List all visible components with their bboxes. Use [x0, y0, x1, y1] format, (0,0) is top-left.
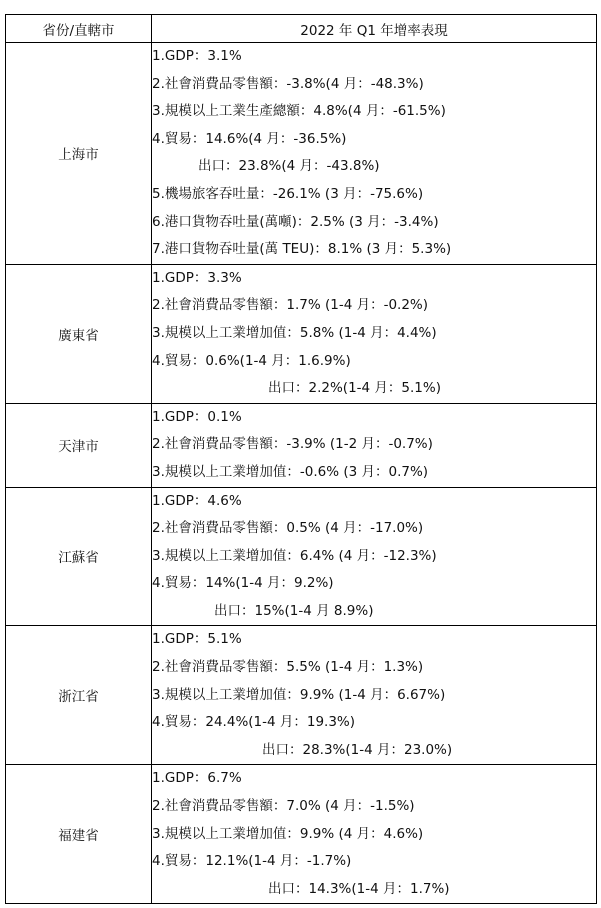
indicators-cell — [152, 43, 597, 265]
indicator-line: 5.機場旅客吞吐量：-26.1% (3 月：-75.6%) — [152, 185, 424, 202]
indicator-line: 1.GDP：3.1% — [152, 48, 242, 64]
indicator-line: 4.貿易：14%(1-4 月：9.2%) — [152, 575, 334, 592]
indicator-line: 2.社會消費品零售額：-3.9% (1-2 月：-0.7%) — [152, 436, 433, 453]
table-row — [6, 765, 597, 904]
indicator-line: 2.社會消費品零售額：0.5% (4 月：-17.0%) — [152, 520, 424, 537]
table-row — [6, 626, 597, 765]
indicators-cell — [152, 264, 597, 403]
province-cell: 上海市 — [6, 43, 152, 265]
table-body — [6, 43, 597, 904]
province-cell: 廣東省 — [6, 264, 152, 403]
province-cell: 浙江省 — [6, 626, 152, 765]
indicator-line: 1.GDP：3.3% — [152, 269, 242, 286]
province-cell: 福建省 — [6, 765, 152, 904]
indicator-line: 3.規模以上工業增加值：6.4% (4 月：-12.3%) — [152, 547, 437, 564]
indicator-line: 4.貿易：12.1%(1-4 月：-1.7%) — [152, 853, 352, 870]
growth-rate-table — [5, 14, 597, 904]
indicator-line: 3.規模以上工業增加值：9.9% (1-4 月：6.67%) — [152, 686, 446, 703]
indicators-cell — [152, 626, 597, 765]
table-row — [6, 264, 597, 403]
header-province: 省份/直轄市 — [6, 15, 152, 43]
indicator-line: 3.規模以上工業增加值：-0.6% (3 月：0.7%) — [152, 463, 429, 480]
export-subline: 出口：28.3%(1-4 月：23.0%) — [262, 741, 453, 758]
indicator-line: 7.港口貨物吞吐量(萬 TEU)：8.1% (3 月：5.3%) — [152, 241, 452, 258]
table-row — [6, 487, 597, 626]
indicator-line: 3.規模以上工業生產總額：4.8%(4 月：-61.5%) — [152, 103, 446, 120]
indicators-cell — [152, 487, 597, 626]
indicator-line: 1.GDP：5.1% — [152, 631, 242, 648]
indicator-line: 2.社會消費品零售額：7.0% (4 月：-1.5%) — [152, 798, 415, 815]
indicator-line: 4.貿易：24.4%(1-4 月：19.3%) — [152, 714, 356, 731]
indicator-line: 3.規模以上工業增加值：5.8% (1-4 月：4.4%) — [152, 324, 437, 341]
province-cell: 天津市 — [6, 403, 152, 487]
province-cell: 江蘇省 — [6, 487, 152, 626]
export-subline: 出口：14.3%(1-4 月：1.7%) — [268, 880, 450, 897]
header-row — [6, 15, 597, 43]
indicator-line: 3.規模以上工業增加值：9.9% (4 月：4.6%) — [152, 825, 424, 842]
table-row — [6, 403, 597, 487]
indicator-line: 2.社會消費品零售額：5.5% (1-4 月：1.3%) — [152, 659, 424, 676]
indicator-line: 2.社會消費品零售額：-3.8%(4 月：-48.3%) — [152, 75, 424, 92]
export-subline: 出口：2.2%(1-4 月：5.1%) — [268, 380, 441, 397]
indicators-cell — [152, 403, 597, 487]
indicator-line: 2.社會消費品零售額：1.7% (1-4 月：-0.2%) — [152, 297, 429, 314]
table-row — [6, 43, 597, 265]
indicators-cell — [152, 765, 597, 904]
indicator-line: 4.貿易：14.6%(4 月：-36.5%) — [152, 130, 347, 147]
export-subline: 出口：23.8%(4 月：-43.8%) — [198, 158, 380, 175]
indicator-line: 1.GDP：0.1% — [152, 408, 242, 425]
header-performance: 2022 年 Q1 年增率表現 — [152, 15, 597, 43]
export-subline: 出口：15%(1-4 月 8.9%) — [214, 602, 374, 619]
indicator-line: 6.港口貨物吞吐量(萬噸)：2.5% (3 月：-3.4%) — [152, 213, 439, 230]
indicator-line: 1.GDP：4.6% — [152, 492, 242, 509]
indicator-line: 1.GDP：6.7% — [152, 770, 242, 787]
indicator-line: 4.貿易：0.6%(1-4 月：1.6.9%) — [152, 352, 351, 369]
